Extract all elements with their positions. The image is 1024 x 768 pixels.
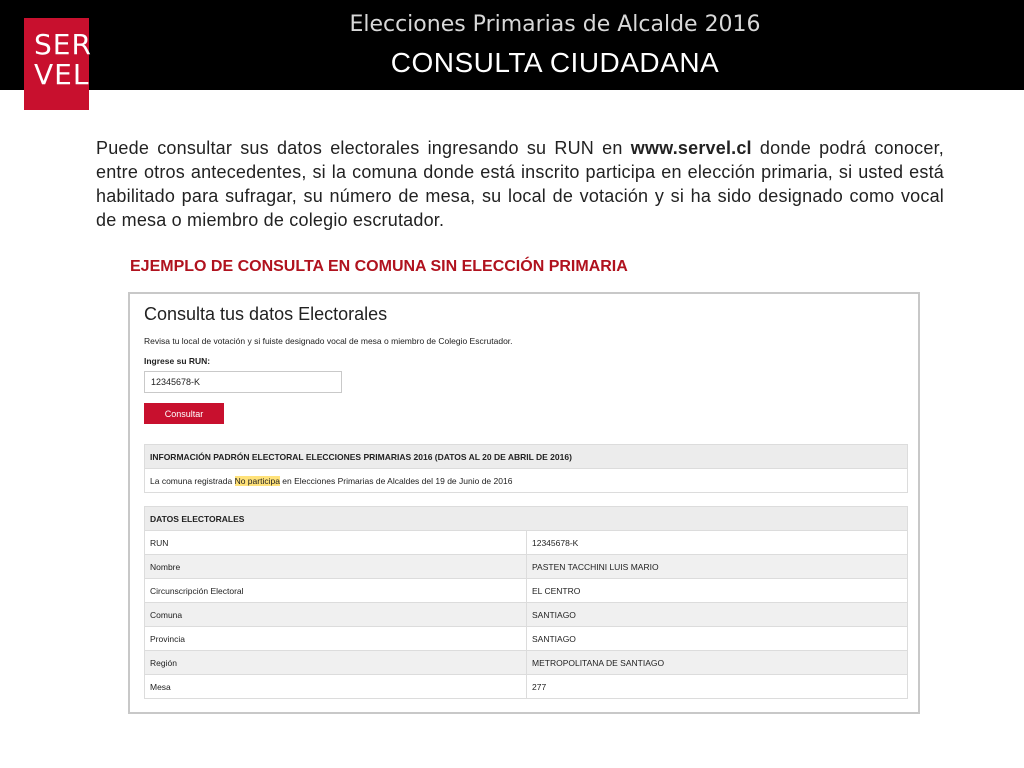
row-label-nombre: Nombre <box>145 555 527 579</box>
padron-header-row <box>145 445 908 469</box>
row-value-run: 12345678-K <box>527 531 908 555</box>
intro-text-before: Puede consultar sus datos electorales ingresando su RUN en <box>96 138 631 158</box>
panel-title: Consulta tus datos Electorales <box>144 304 388 324</box>
run-label: Ingrese su RUN: <box>144 356 211 366</box>
row-label-run: RUN <box>145 531 527 555</box>
table-row <box>145 531 908 555</box>
example-title: EJEMPLO DE CONSULTA EN COMUNA SIN ELECCIÓN PRIMARIA <box>130 258 628 275</box>
consultar-button[interactable]: Consultar <box>144 403 224 424</box>
table-row <box>145 579 908 603</box>
padron-text-after: en Elecciones Primarias de Alcaldes del 19 de Junio de 2016 <box>279 475 513 486</box>
row-value-comuna: SANTIAGO <box>527 603 908 627</box>
table-row <box>145 675 908 699</box>
row-label-provincia: Provincia <box>145 627 527 651</box>
row-value-region: METROPOLITANA DE SANTIAGO <box>527 651 908 675</box>
logo-line1: SER <box>34 28 92 61</box>
row-label-mesa: Mesa <box>145 675 527 699</box>
padron-header: INFORMACIÓN PADRÓN ELECTORAL ELECCIONES PRIMARIAS 2016 (DATOS AL 20 DE ABRIL DE 2016) <box>145 445 908 469</box>
datos-header: DATOS ELECTORALES <box>145 507 908 531</box>
datos-header-row <box>145 507 908 531</box>
padron-text-before: La comuna registrada <box>150 475 235 486</box>
padron-table <box>144 444 908 493</box>
row-value-circunscripcion: EL CENTRO <box>527 579 908 603</box>
row-value-mesa: 277 <box>527 675 908 699</box>
padron-highlight: No participa <box>234 475 280 486</box>
table-row <box>145 651 908 675</box>
servel-logo <box>24 18 92 110</box>
consulta-panel <box>128 292 920 714</box>
header-title: CONSULTA CIUDADANA <box>390 47 720 78</box>
panel-description: Revisa tu local de votación y si fuiste designado vocal de mesa o miembro de Colegio Escrutador. <box>144 336 513 346</box>
intro-paragraph <box>96 136 944 232</box>
table-row <box>145 603 908 627</box>
row-label-circunscripcion: Circunscripción Electoral <box>145 579 527 603</box>
table-row <box>145 555 908 579</box>
row-value-provincia: SANTIAGO <box>527 627 908 651</box>
padron-row <box>145 469 908 493</box>
run-input[interactable] <box>144 371 342 393</box>
padron-cell <box>145 469 908 493</box>
row-value-nombre: PASTEN TACCHINI LUIS MARIO <box>527 555 908 579</box>
header-bar <box>0 0 1024 90</box>
row-label-comuna: Comuna <box>145 603 527 627</box>
header-subtitle: Elecciones Primarias de Alcalde 2016 <box>349 12 761 37</box>
logo-line2: VEL <box>34 58 90 91</box>
servel-site-link[interactable]: www.servel.cl <box>630 138 752 158</box>
datos-table <box>144 506 908 699</box>
table-row <box>145 627 908 651</box>
intro-text-after: donde podrá conocer, entre otros antecedentes, si la comuna donde está inscrito participa en elección primaria, si usted está habilitado para sufragar, su número de mesa, su local de votación y si ha sido designado como vocal de mesa o miembro de colegio escrutador. <box>96 138 944 230</box>
row-label-region: Región <box>145 651 527 675</box>
